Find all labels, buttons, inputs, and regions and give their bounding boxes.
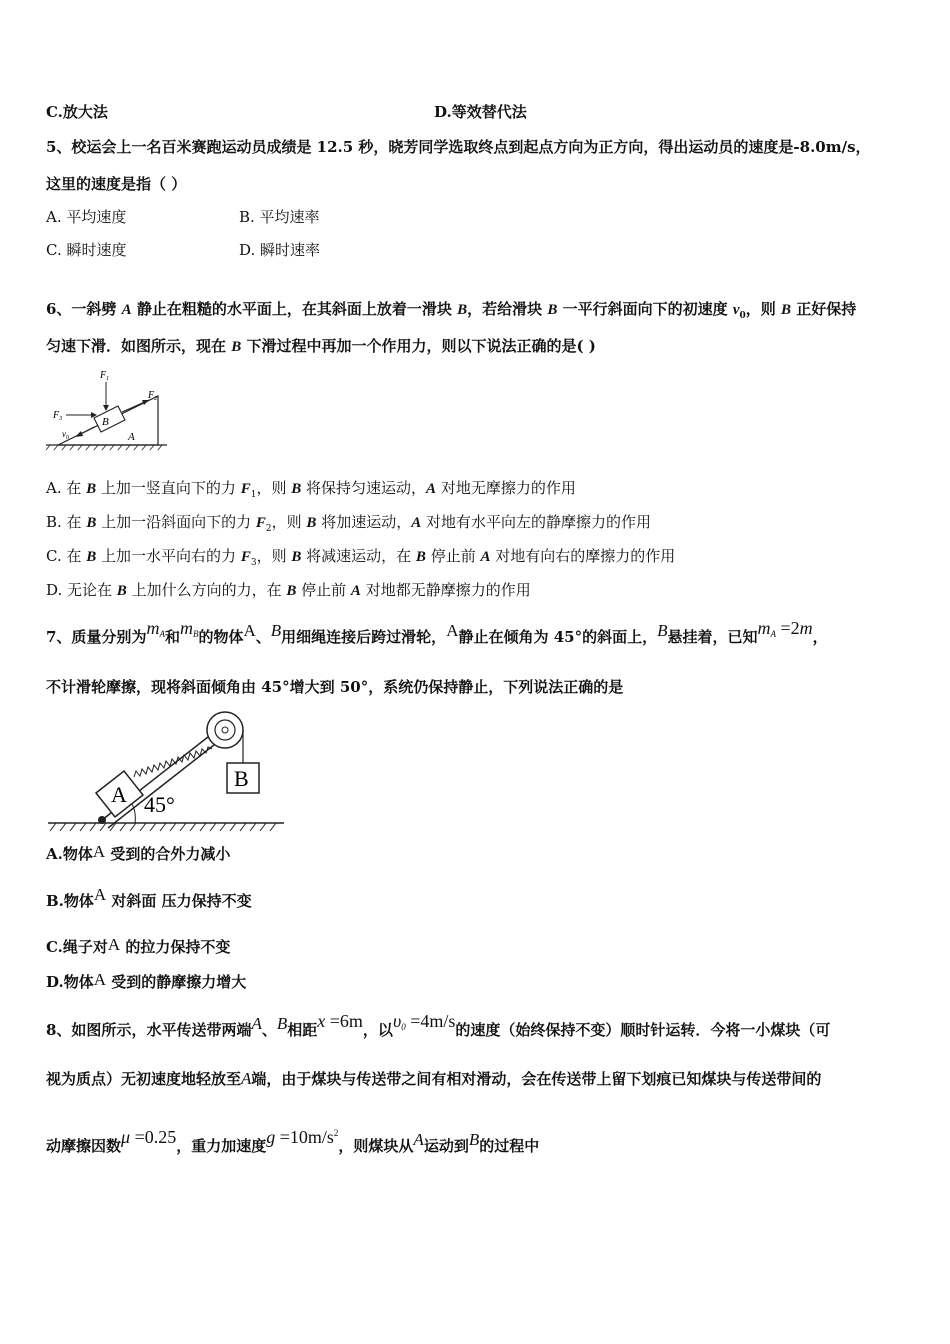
q6-option-c: C. 在 B 上加一水平向右的力 $F_3$，则 B 将减速运动，在 B 停止前 A 对地有向右的摩擦力的作用 xyxy=(46,547,676,568)
q6-incline-figure xyxy=(46,366,171,454)
q8-stem-line3: 动摩擦因数μ =0.25，重力加速度$g =10m/s^2$，则煤块从A运动到B的过程中 xyxy=(46,1127,540,1155)
q8-stem-line1: 8、如图所示，水平传送带两端A、B相距x =6m，以$\upsilon_0 =4m/s$的速度（始终保持不变）顺时针运转．今将一小煤块（可 xyxy=(46,1011,831,1039)
q5-option-b: B. 平均速率 xyxy=(239,208,320,226)
q6-option-a: A. 在 B 上加一竖直向下的力 $F_1$，则 B 将保持匀速运动，A 对地无摩擦力的作用 xyxy=(46,479,576,500)
q7-fig-block-a-label: A xyxy=(111,782,127,807)
q7-option-a: A.物体A 受到的合外力减小 xyxy=(46,842,231,863)
q6-fig-label-a: A xyxy=(128,431,135,443)
q8-stem-line2: 视为质点）无初速度地轻放至A端，由于煤块与传送带之间有相对滑动，会在传送带上留下划痕已知煤块与传送带间的 xyxy=(46,1069,822,1088)
q4-option-c: C.放大法 xyxy=(46,103,108,121)
q6-fig-label-b: B xyxy=(102,416,109,428)
q5-option-a: A. 平均速度 xyxy=(46,208,127,226)
q7-fig-block-b-label: B xyxy=(234,766,249,791)
q6-stem-line2: 匀速下滑．如图所示，现在 B 下滑过程中再加一个作用力，则以下说法正确的是( ) xyxy=(46,337,596,355)
q6-option-b: B. 在 B 上加一沿斜面向下的力 $F_2$，则 B 将加速运动，A 对地有水平向左的静摩擦力的作用 xyxy=(46,513,652,534)
q7-stem-line1: 7、质量分别为$m_A$和$m_B$的物体A、B用细绳连接后跨过滑轮，A静止在倾角为 45°的斜面上，B悬挂着，已知$m_A =2m$， xyxy=(46,618,828,646)
q7-pulley-figure xyxy=(46,708,286,836)
q7-option-c: C.绳子对A 的拉力保持不变 xyxy=(46,935,231,956)
q5-option-c: C. 瞬时速度 xyxy=(46,241,127,259)
q5-stem-line1: 5、校运会上一名百米赛跑运动员成绩是 12.5 秒，晓芳同学选取终点到起点方向为正方向，得出运动员的速度是-8.0m/s， xyxy=(46,138,871,156)
q5-stem-line2: 这里的速度是指（ ） xyxy=(46,175,187,193)
q6-stem-line1: 6、一斜劈 A 静止在粗糙的水平面上，在其斜面上放着一滑块 B，若给滑块 B 一平行斜面向下的初速度 $v_0$，则 B 正好保持 xyxy=(46,300,857,321)
q6-fig-label-f1: $F_1$ xyxy=(100,370,110,382)
q4-option-d: D.等效替代法 xyxy=(434,103,527,121)
q6-fig-label-v0: $v_0$ xyxy=(62,429,69,441)
q7-option-b: B.物体A 对斜面 压力保持不变 xyxy=(46,885,252,910)
q6-option-d: D. 无论在 B 上加什么方向的力，在 B 停止前 A 对地都无静摩擦力的作用 xyxy=(46,581,531,599)
q7-fig-angle-label: 45° xyxy=(144,792,175,817)
q7-option-d: D.物体A 受到的静摩擦力增大 xyxy=(46,970,247,991)
q5-option-d: D. 瞬时速率 xyxy=(239,241,321,259)
q7-stem-line2: 不计滑轮摩擦，现将斜面倾角由 45°增大到 50°，系统仍保持静止，下列说法正确的是 xyxy=(46,678,624,696)
q6-fig-label-f2: $F_2$ xyxy=(148,390,158,402)
q6-fig-label-f3: $F_3$ xyxy=(53,410,63,422)
